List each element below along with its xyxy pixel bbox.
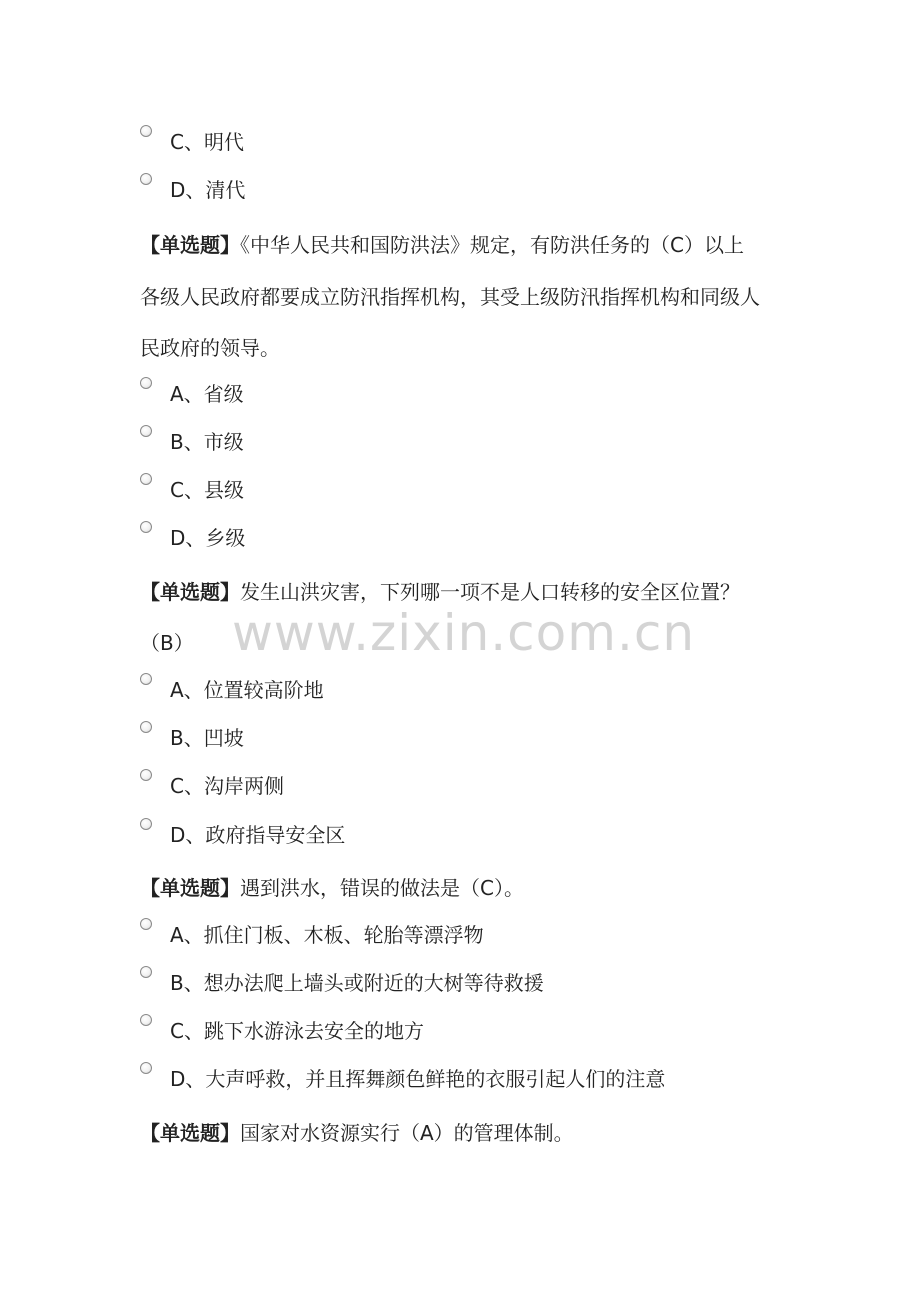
question-type-tag: 【单选题】	[140, 580, 240, 604]
option-d[interactable]	[140, 521, 245, 551]
radio-button-icon[interactable]	[140, 125, 152, 137]
option-label: B、凹坡	[170, 725, 244, 750]
option-c[interactable]	[140, 1014, 424, 1044]
option-d[interactable]	[140, 173, 245, 203]
option-label: C、明代	[170, 129, 244, 154]
question-text: 国家对水资源实行（A）的管理体制。	[240, 1121, 574, 1145]
radio-button-icon[interactable]	[140, 521, 152, 533]
option-c[interactable]	[140, 473, 244, 503]
option-label: A、位置较高阶地	[170, 677, 324, 702]
question-text: 民政府的领导。	[140, 336, 280, 360]
option-label: A、省级	[170, 381, 244, 406]
option-label: D、清代	[170, 177, 246, 202]
option-label: B、想办法爬上墙头或附近的大树等待救援	[170, 970, 544, 995]
option-label: C、县级	[170, 477, 244, 502]
question-2-line-1	[140, 577, 740, 607]
option-d[interactable]	[140, 818, 345, 848]
watermark: www.zixin.com.cn	[232, 604, 696, 662]
radio-button-icon[interactable]	[140, 721, 152, 733]
option-label: D、政府指导安全区	[170, 822, 346, 847]
option-a[interactable]	[140, 918, 484, 948]
option-label: C、沟岸两侧	[170, 773, 284, 798]
radio-button-icon[interactable]	[140, 173, 152, 185]
option-a[interactable]	[140, 673, 324, 703]
option-a[interactable]	[140, 377, 244, 407]
option-c[interactable]	[140, 125, 244, 155]
radio-button-icon[interactable]	[140, 1014, 152, 1026]
radio-button-icon[interactable]	[140, 1062, 152, 1074]
option-d[interactable]	[140, 1062, 665, 1092]
option-label: A、抓住门板、木板、轮胎等漂浮物	[170, 922, 484, 947]
question-type-tag: 【单选题】	[140, 876, 240, 900]
option-label: D、乡级	[170, 525, 246, 550]
question-text: 遇到洪水，错误的做法是（C）。	[240, 876, 524, 900]
option-b[interactable]	[140, 966, 544, 996]
radio-button-icon[interactable]	[140, 377, 152, 389]
question-type-tag: 【单选题】	[140, 1121, 240, 1145]
option-label: D、大声呼救，并且挥舞颜色鲜艳的衣服引起人们的注意	[170, 1066, 666, 1091]
radio-button-icon[interactable]	[140, 818, 152, 830]
question-1-line-3	[140, 333, 280, 363]
question-text: 各级人民政府都要成立防汛指挥机构，其受上级防汛指挥机构和同级人	[140, 285, 760, 309]
radio-button-icon[interactable]	[140, 673, 152, 685]
question-text: 《中华人民共和国防洪法》规定，有防洪任务的（C）以上	[240, 233, 744, 257]
question-4-line-1	[140, 1118, 574, 1148]
radio-button-icon[interactable]	[140, 473, 152, 485]
option-c[interactable]	[140, 769, 284, 799]
option-label: B、市级	[170, 429, 244, 454]
option-b[interactable]	[140, 721, 244, 751]
question-3-line-1	[140, 873, 524, 903]
option-label: C、跳下水游泳去安全的地方	[170, 1018, 424, 1043]
radio-button-icon[interactable]	[140, 966, 152, 978]
radio-button-icon[interactable]	[140, 425, 152, 437]
question-1-line-2	[140, 282, 760, 312]
question-text: （B）	[140, 631, 194, 655]
radio-button-icon[interactable]	[140, 769, 152, 781]
question-type-tag: 【单选题】	[140, 233, 240, 257]
option-b[interactable]	[140, 425, 244, 455]
question-1-line-1	[140, 230, 744, 260]
radio-button-icon[interactable]	[140, 918, 152, 930]
question-text: 发生山洪灾害，下列哪一项不是人口转移的安全区位置？	[240, 580, 740, 604]
question-2-line-2	[140, 628, 194, 658]
